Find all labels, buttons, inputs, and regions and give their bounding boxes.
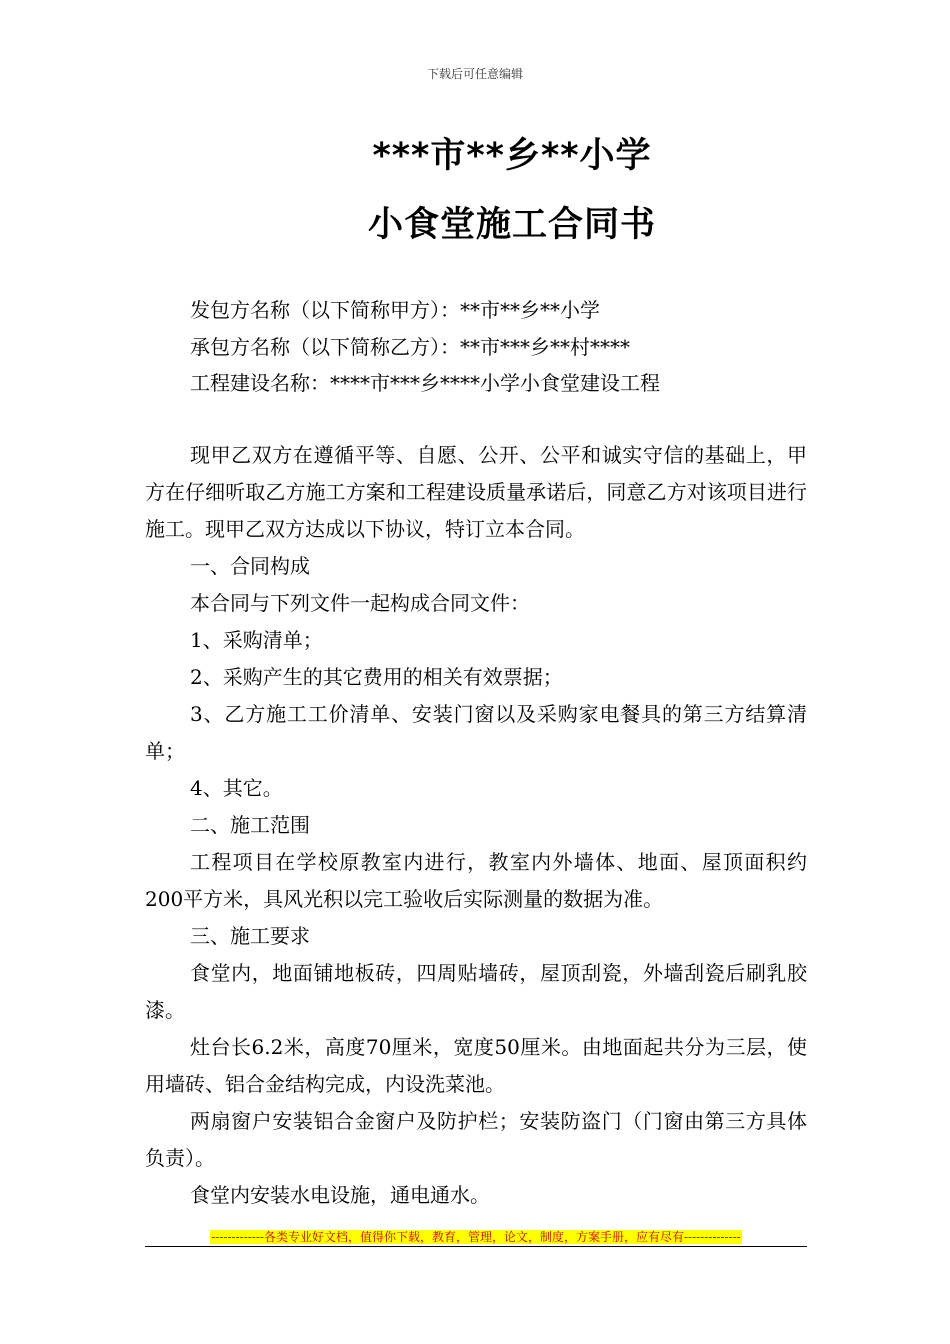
- body-paragraph: 灶台长6.2米，高度70厘米，宽度50厘米。由地面起共分为三层，使用墙砖、铝合金结构完成，内设洗菜池。: [145, 1035, 807, 1096]
- footer-banner-text: -------------各类专业好文档，值得你下载，教育，管理，论文，制度，方案手册，应有尽有--------------: [211, 1230, 741, 1244]
- section-heading-composition: 一、合同构成: [190, 554, 310, 578]
- party-b-label: 承包方名称（以下简称乙方）：: [190, 335, 460, 359]
- body-paragraph: 工程项目在学校原教室内进行，教室内外墙体、地面、屋顶面积约200平方米，具风光积以完工验收后实际测量的数据为准。: [145, 850, 807, 911]
- list-item: 4、其它。: [190, 776, 283, 800]
- body-paragraph: 食堂内，地面铺地板砖，四周贴墙砖，屋顶刮瓷，外墙刮瓷后刷乳胶漆。: [145, 961, 807, 1022]
- list-item: 3、乙方施工工价清单、安装门窗以及采购家电餐具的第三方结算清单；: [145, 702, 807, 763]
- document-title-line2: 小食堂施工合同书: [367, 205, 656, 245]
- party-a-line: [190, 297, 600, 323]
- party-b-line: [190, 334, 630, 360]
- document-title-line1: ***市**乡**小学: [372, 136, 652, 176]
- footer-banner: [145, 1226, 807, 1247]
- contract-body: [145, 437, 807, 1214]
- intro-paragraph: 现甲乙双方在遵循平等、自愿、公开、公平和诚实守信的基础上，甲方在仔细听取乙方施工方案和工程建设质量承诺后，同意乙方对该项目进行施工。现甲乙双方达成以下协议，特订立本合同。: [145, 443, 807, 541]
- project-name-label: 工程建设名称：: [190, 371, 330, 395]
- party-a-label: 发包方名称（以下简称甲方）：: [190, 298, 460, 322]
- section-heading-scope: 二、施工范围: [190, 813, 310, 837]
- list-item: 1、采购清单；: [190, 628, 323, 652]
- party-b-value: **市***乡**村****: [460, 335, 630, 359]
- party-a-value: **市**乡**小学: [460, 298, 600, 322]
- project-name-line: [190, 370, 660, 396]
- body-paragraph: 本合同与下列文件一起构成合同文件：: [190, 591, 530, 615]
- body-paragraph: 食堂内安装水电设施，通电通水。: [190, 1183, 490, 1207]
- project-name-value: ****市***乡****小学小食堂建设工程: [330, 371, 660, 395]
- body-paragraph: 两扇窗户安装铝合金窗户及防护栏；安装防盗门（门窗由第三方具体负责）。: [145, 1109, 807, 1170]
- list-item: 2、采购产生的其它费用的相关有效票据；: [190, 665, 563, 689]
- header-note: 下载后可任意编辑: [426, 67, 523, 81]
- section-heading-requirements: 三、施工要求: [190, 924, 310, 948]
